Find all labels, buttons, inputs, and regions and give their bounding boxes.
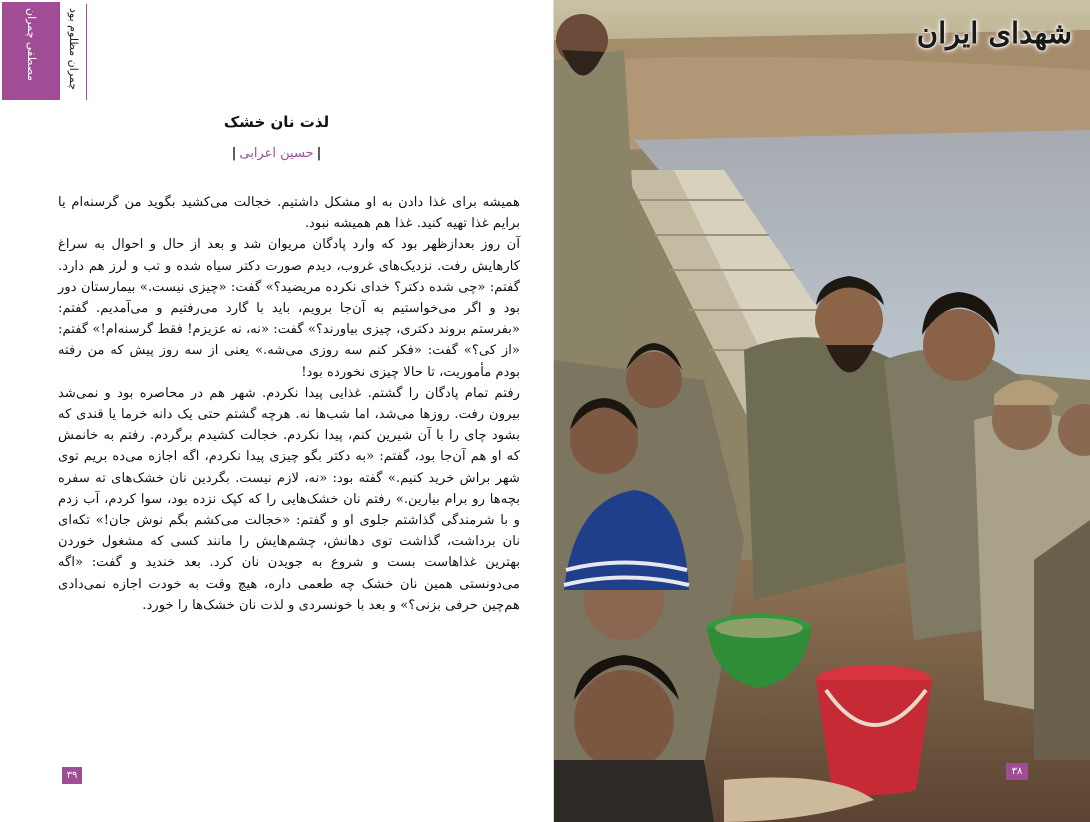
author-bar-right: | <box>316 146 322 161</box>
running-head-text: چمران مظلوم بود <box>67 8 80 91</box>
watermark-text: شهدای ایران <box>916 16 1072 50</box>
body-text <box>58 192 520 616</box>
paragraph: همیشه برای غذا دادن به او مشکل داشتیم. خجالت می‌کشید بگوید من گرسنه‌ام یا برایم غذا تهیه کنید. غذا هم همیشه نبود. <box>58 195 520 232</box>
watermark-logo <box>918 8 1076 62</box>
side-tab <box>2 2 60 100</box>
paragraph: رفتم تمام پادگان را گشتم. غذایی پیدا نکردم. شهر هم در محاصره بود و نمی‌شد بیرون رفت. روزها می‌شد، اما شب‌ها نه. هرچه گشتم حتی یک دانه خرما یا قندی که بشود چای را با آن شیرین کنم، پیدا نکردم. خجالت کشیدم برگردم. رفتم به خانمش که او هم آن‌جا بود، گفتم: «به دکتر بگو چیزی پیدا نکردم، اگه اجازه می‌ده بریم توی شهر براش خرید کنیم.» گفته بود: «نه، لازم نیست. بگردین نان خشک‌های ته سفره بچه‌ها رو برام بیارین.» رفتم نان خشک‌هایی را که کپک نزده بود، سوا کردم، آب زدم و با شرمندگی گذاشتم جلوی او و گفتم: «خجالت می‌کشم بگم نوش جان!» تکه‌ای نان برداشت، گذاشت توی دهانش، چشم‌هایش را مانند کسی که مشغول خوردن بهترین غذاهاست بست و شروع به جویدن نان کرد. بعد خندید و گفت: «اگه می‌دونستی همین نان خشک چه طعمی داره، هیچ وقت به خودت اجازه نمی‌دادی هم‌چین حرفی بزنی؟» و بعد با خونسردی و لذت نان خشک‌ها را خورد. <box>58 385 520 613</box>
page-number-right: ۳۸ <box>1006 763 1028 780</box>
side-tab-text: مصطفی چمران <box>25 8 38 82</box>
author-name: حسین اعرابی <box>239 146 314 161</box>
photo-page <box>554 0 1090 822</box>
page-number-left: ۳۹ <box>62 767 82 784</box>
article-title: لذت نان خشک <box>223 113 330 131</box>
author-line <box>0 146 553 161</box>
paragraph: آن روز بعدازظهر بود که وارد پادگان مریوان شد و بعد از حال و احوال به سراغ کارهایش رفت. نزدیک‌های غروب، دیدم صورت دکتر سیاه شده و تب و لرز هم دارد. گفتم: «چی شده دکتر؟ خدای نکرده مریضید؟» گفت: «چیزی نیست.» بیمارستان دور بود و اگر می‌خواستیم به آن‌جا برویم، باید با گارد می‌رفتیم و می‌آمدیم. گفتم: «بفرستم بروند دکتری، چیزی بیاورند؟» گفت: «نه، نه عزیزم! فقط گرسنه‌ام!» گفتم: «از کی؟» گفت: «فکر کنم سه روزی می‌شه.» یعنی از سه روز پیش که من رفته بودم مأموریت، تا حالا چیزی نخورده بود! <box>58 237 520 380</box>
running-head <box>62 4 87 100</box>
author-bar-left: | <box>231 146 237 161</box>
photo-icon <box>554 0 1090 822</box>
